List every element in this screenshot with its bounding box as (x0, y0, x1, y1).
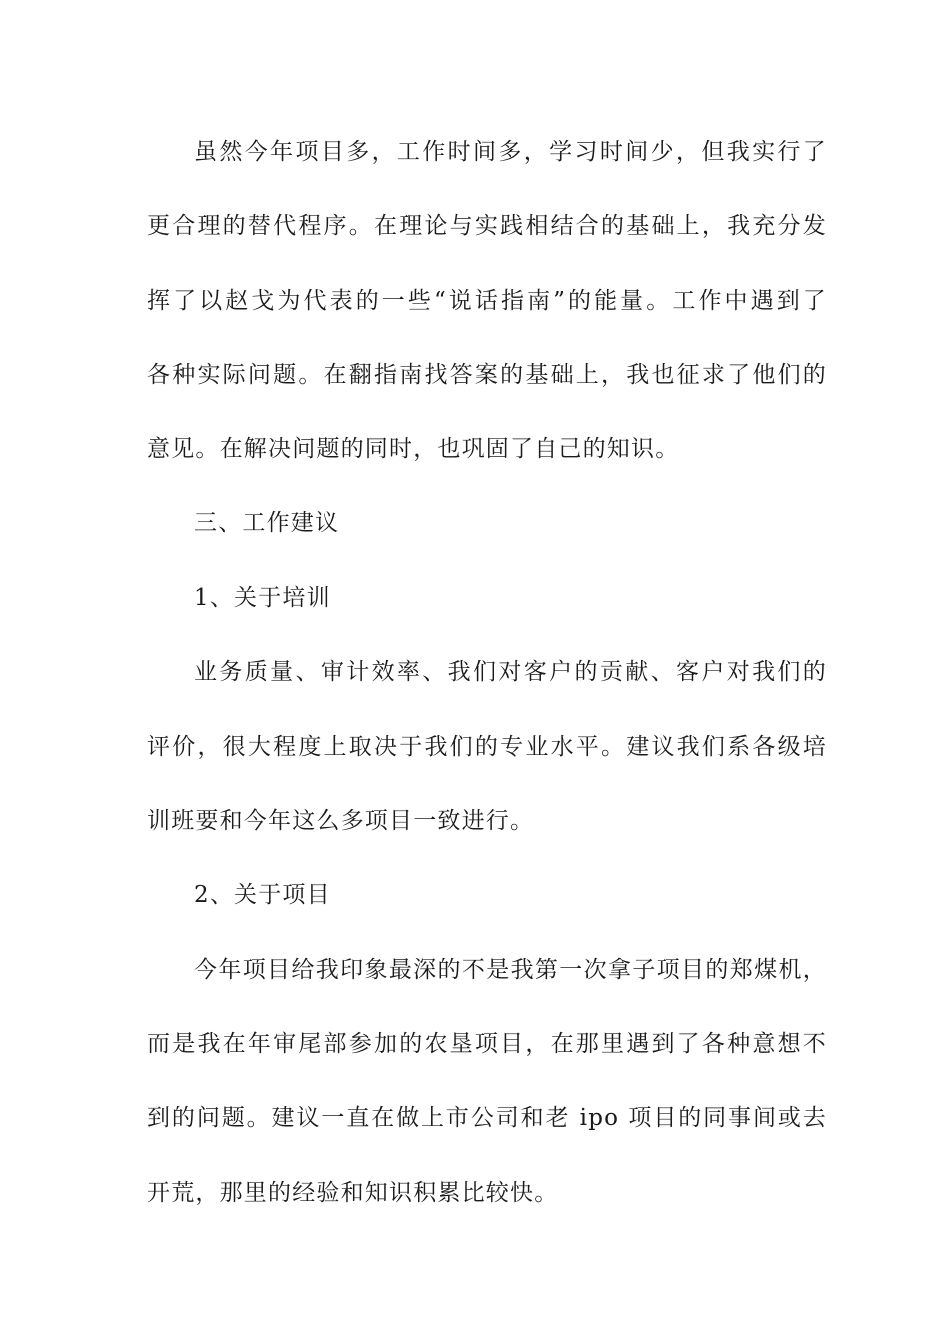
paragraph-line: 挥了以赵戈为代表的一些“说话指南”的能量。工作中遇到了 (147, 288, 827, 314)
paragraph-line: 各种实际问题。在翻指南找答案的基础上，我也征求了他们的 (147, 362, 827, 388)
paragraph-line: 而是我在年审尾部参加的农垦项目，在那里遇到了各种意想不 (147, 1031, 827, 1057)
paragraph-line: 业务质量、审计效率、我们对客户的贡献、客户对我们的 (194, 659, 827, 685)
paragraph-line: 今年项目给我印象最深的不是我第一次拿子项目的郑煤机， (194, 957, 827, 983)
paragraph-line: 评价，很大程度上取决于我们的专业水平。建议我们系各级培 (147, 734, 827, 760)
paragraph-line: 开荒，那里的经验和知识积累比较快。 (147, 1180, 559, 1206)
paragraph-line: 到的问题。建议一直在做上市公司和老 ipo 项目的同事间或去 (147, 1105, 827, 1131)
section-heading: 三、工作建议 (194, 510, 340, 536)
paragraph-line: 更合理的替代程序。在理论与实践相结合的基础上，我充分发 (147, 213, 827, 239)
subsection-heading: 2、关于项目 (194, 882, 331, 908)
paragraph-line: 训班要和今年这么多项目一致进行。 (147, 808, 535, 834)
subsection-heading: 1、关于培训 (194, 585, 331, 611)
paragraph-line: 虽然今年项目多，工作时间多，学习时间少，但我实行了 (194, 139, 827, 165)
paragraph-line: 意见。在解决问题的同时，也巩固了自己的知识。 (147, 436, 680, 462)
